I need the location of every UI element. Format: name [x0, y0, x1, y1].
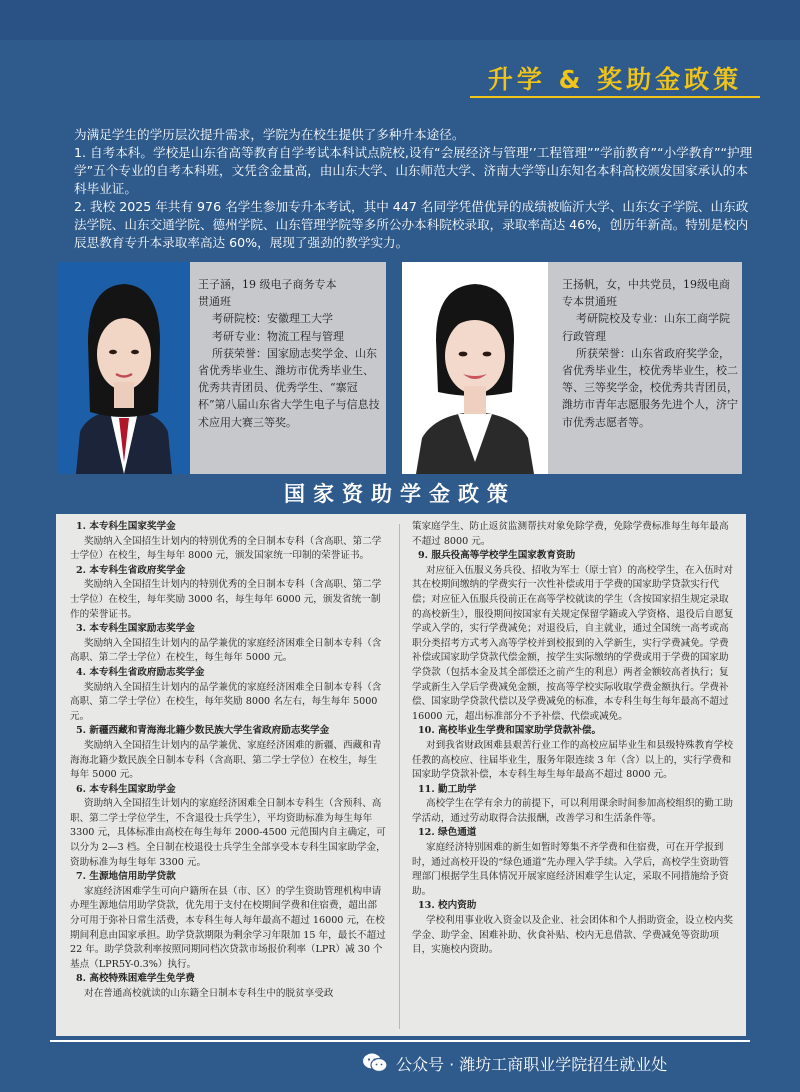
- profile-text-2: 王扬帆，女，中共党员，19级电商专本贯通班 考研院校及专业：山东工商学院 行政管理 所获荣誉：山东省政府奖学金，省优秀毕业生，校优秀毕业生，校二等、三等奖学金，校优秀共青团员，潍坊市青年志愿服务先进个人，济宁市优秀志愿者等。: [562, 278, 738, 429]
- policy-item-body: 奖励纳入全国招生计划内的特别优秀的全日制本专科（含高职、第二学士学位）在校生，每年奖励 3000 名，每生每年 6000 元，颁发省统一制作的荣誉证书。: [70, 579, 382, 620]
- policy-item-body: 对应征入伍服义务兵役、招收为军士（原士官）的高校学生，在入伍时对其在校期间缴纳的学费实行一次性补偿或用于学费的国家助学贷款实行代偿；对应征入伍服兵役前正在高等学校就读的学生（含按国家招生规定录取的高校新生），服役期间按国家有关规定保留学籍或入学资格、退役后自愿复学或入学的，实行学费减免；对退役后，自主就业，通过全国统一高考或高职分类招考方式考入高等学校并到校报到的入学新生，实行学费减免。学费补偿或国家助学贷款代偿金额，按学生实际缴纳的学费或用于学费的国家助学贷款（包括本金及其全部偿还之前产生的利息）两者金额较高者执行；复学或新生入学后学费减免金额，按高等学校实际收取学费金额执行。学费补偿、国家助学贷款代偿以及学费减免的标准，本专科生每生每年最高不超过 16000 元，超出标准部分不予补偿、代偿或减免。: [412, 564, 734, 722]
- profile-card-1: [58, 262, 386, 474]
- policy-item: [412, 826, 734, 899]
- heading-block: [470, 60, 760, 100]
- policy-item-title: 3. 本专科生国家励志奖学金: [76, 623, 195, 635]
- intro-paragraph-1: 1. 自考本科。学校是山东省高等教育自学考试本科试点院校,设有“会展经济与管理’’工程管理””学前教育”“小学教育”“护理学”五个专业的自考本科班，文凭含金量高，由山东大学、山东师范大学、济南大学等山东知名本科高校颁发国家承认的本科毕业证。: [74, 145, 753, 196]
- policy-item-title: 6. 本专科生国家助学金: [76, 783, 176, 795]
- policy-item: [70, 972, 386, 1001]
- policy-item-title: 5. 新疆西藏和青海海北籍少数民族大学生省政府励志奖学金: [76, 725, 330, 737]
- policy-item: [70, 870, 386, 972]
- policy-item-title: 10. 高校毕业生学费和国家助学贷款补偿。: [418, 725, 602, 737]
- policy-item-title: 8. 高校特殊困难学生免学费: [76, 973, 195, 985]
- policy-item-body: 奖励纳入全国招生计划内的品学兼优的家庭经济困难全日制本专科（含高职、第二学士学位）在校生，每年奖励 8000 名左右，每生每年 5000 元。: [70, 681, 382, 722]
- policy-panel: [56, 514, 746, 1036]
- policy-item-body: 高校学生在学有余力的前提下，可以利用课余时间参加高校组织的勤工助学活动，通过劳动取得合法报酬，改善学习和生活条件等。: [412, 798, 733, 824]
- policy-item: [412, 549, 734, 724]
- policy-item: [412, 899, 734, 957]
- portrait-2-graphic: [402, 262, 548, 474]
- policy-item: [70, 724, 386, 782]
- policy-item: [412, 783, 734, 827]
- top-band: [0, 0, 800, 40]
- policy-item: [70, 564, 386, 622]
- policy-column-left: [70, 520, 386, 1002]
- policy-item-body: 资助纳入全国招生计划内的家庭经济困难全日制本专科生（含预科、高职、第二学士学位学生，不含退役士兵学生），平均资助标准为每生每年 3300 元，具体标准由高校在每生每年 2000-4500 元范围内自主确定，可以分为 2—3 档。全日制在校退役士兵学生全部享受本专科生国家助学金，资助标准为每生每年 3300 元。: [70, 798, 386, 868]
- policy-item-body: 奖励纳入全国招生计划内的品学兼优、家庭经济困难的新疆、西藏和青海海北籍少数民族全日制本专科（含高职、第二学士学位）在校生，每生每年 5000 元。: [70, 739, 382, 781]
- policy-column-right: [412, 520, 734, 958]
- policy-item-body: 家庭经济特别困难的新生如暂时筹集不齐学费和住宿费，可在开学报到时，通过高校开设的“绿色通道”先办理入学手续。入学后，高校学生资助管理部门根据学生具体情况开展家庭经济困难学生认定，采取不同措施给予资助。: [412, 842, 729, 897]
- policy-item-title: 7. 生源地信用助学贷款: [76, 871, 176, 883]
- column-divider: [399, 524, 400, 1029]
- policy-item: [70, 622, 386, 666]
- policy-item-body: 学校利用事业收入资金以及企业、社会团体和个人捐助资金，设立校内奖学金、助学金、困难补助、伙食补贴、校内无息借款、学费减免等资助项目，实施校内资助。: [412, 915, 733, 956]
- policy-item: [412, 724, 734, 782]
- policy-item-title: 4. 本专科生省政府励志奖学金: [76, 666, 205, 678]
- heading-underline: [470, 96, 760, 98]
- policy-item: [412, 520, 734, 549]
- policy-item-body: 对在普通高校就读的山东籍全日制本专科生中的脱贫享受政: [84, 988, 334, 999]
- policy-item-title: 12. 绿色通道: [418, 827, 477, 839]
- policy-item: [70, 783, 386, 871]
- student-photo-2: [402, 262, 548, 474]
- policy-item-body: 家庭经济困难学生可向户籍所在县（市、区）的学生资助管理机构申请办理生源地信用助学贷款，优先用于支付在校期间学费和住宿费，超出部分可用于弥补日常生活费，本专科生每人每年最高不超过 16000 元，在校期间利息由国家承担。助学贷款期限为剩余学习年限加 15 年，最长不超过 22 年。助学贷款利率按照同期同档次贷款市场报价利率（LPR）减 30 个基点（LPR5Y-0.3%）执行。: [70, 885, 386, 970]
- student-photo-1: [58, 262, 190, 474]
- policy-item-body: 对到我省财政困难县艰苦行业工作的高校应届毕业生和县级特殊教育学校任教的高校应、往届毕业生，服务年限连续 3 年（含）以上的，实行学费和国家助学贷款补偿，本专科生每生每年最高不超过 8000 元。: [412, 739, 733, 781]
- policy-item-body: 策家庭学生、防止返贫监测帮扶对象免除学费，免除学费标准每生每年最高不超过 8000 元。: [412, 521, 729, 547]
- intro-lead: 为满足学生的学历层次提升需求，学院为在校生提供了多种升本途径。: [74, 127, 465, 142]
- policy-section-title: 国家资助学金政策: [284, 482, 516, 506]
- policy-item: [70, 666, 386, 724]
- policy-item-title: 11. 勤工助学: [418, 783, 477, 795]
- intro-paragraph-2: 2. 我校 2025 年共有 976 名学生参加专升本考试，其中 447 名同学凭借优异的成绩被临沂大学、山东女子学院、山东政法学院、山东交通学院、德州学院、山东管理学院等多所公办本科院校录取，录取率高达 46%，创历年新高。特别是校内辰思教育专升本录取率高达 60%，展现了强劲的教学实力。: [74, 199, 749, 250]
- portrait-1-graphic: [58, 262, 190, 474]
- profile-text-1: 王子涵，19 级电子商务专本 贯通班 考研院校：安徽理工大学 考研专业：物流工程与管理 所获荣誉：国家励志奖学金、山东省优秀毕业生、潍坊市优秀毕业生、优秀共青团员、优秀学生、“寨冠杯”第八届山东省大学生电子与信息技术应用大赛三等奖。: [198, 278, 380, 429]
- footer: [362, 1048, 792, 1078]
- policy-item: [70, 520, 386, 564]
- profile-card-2: [402, 262, 742, 474]
- policy-item-body: 奖励纳入全国招生计划内的特别优秀的全日制本专科（含高职、第二学士学位）在校生，每生每年 8000 元，颁发国家统一印制的荣誉证书。: [70, 535, 382, 562]
- policy-item-title: 1. 本专科生国家奖学金: [76, 521, 176, 532]
- policy-item-title: 9. 服兵役高等学校学生国家教育资助: [418, 550, 576, 562]
- policy-item-title: 2. 本专科生省政府奖学金: [76, 564, 186, 576]
- page-heading: 升学 & 奖助金政策: [487, 65, 743, 94]
- policy-item-body: 奖励纳入全国招生计划内的品学兼优的家庭经济困难全日制本专科（含高职、第二学士学位）在校生，每生每年 5000 元。: [70, 637, 382, 664]
- intro-section: [56, 126, 756, 252]
- bottom-rule: [50, 1040, 750, 1042]
- policy-item-title: 13. 校内资助: [418, 900, 477, 912]
- wechat-icon: [362, 1052, 388, 1074]
- footer-text: 公众号 · 潍坊工商职业学院招生就业处: [396, 1054, 668, 1074]
